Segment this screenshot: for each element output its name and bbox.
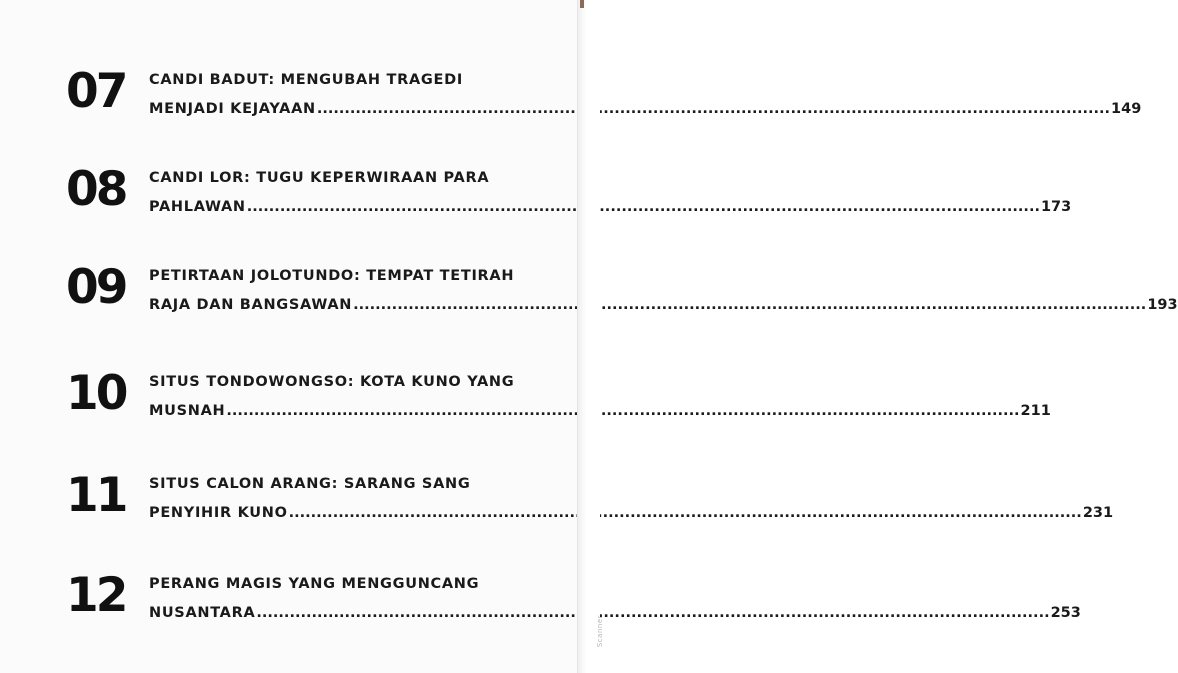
chapter-number: 08 <box>66 162 126 217</box>
dot-leader <box>317 95 1110 124</box>
scanner-watermark: Scanner <box>596 615 604 648</box>
title-line: PETIRTAAN JOLOTUNDO: TEMPAT TETIRAH <box>149 268 515 284</box>
title-line: NUSANTARA <box>149 605 256 621</box>
page-number: 173 <box>1040 199 1072 215</box>
page-number: 231 <box>1082 505 1114 521</box>
chapter-number: 12 <box>66 568 126 623</box>
title-line-with-leader <box>149 95 1142 124</box>
dot-leader <box>226 397 1019 426</box>
page-edge <box>577 0 600 673</box>
chapter-number: 10 <box>66 366 126 421</box>
title-line: CANDI LOR: TUGU KEPERWIRAAN PARA <box>149 170 490 186</box>
dot-leader <box>256 599 1049 628</box>
chapter-title <box>149 470 1114 528</box>
dot-leader <box>289 499 1082 528</box>
page-number: 211 <box>1020 403 1051 419</box>
title-line: SITUS CALON ARANG: SARANG SANG <box>149 476 471 492</box>
toc-entry <box>66 64 1142 136</box>
title-line: PENYIHIR KUNO <box>149 505 288 521</box>
page-number: 149 <box>1111 101 1142 117</box>
dot-leader <box>353 291 1146 320</box>
toc-entry <box>66 468 1114 540</box>
title-line: MUSNAH <box>149 403 226 419</box>
chapter-title <box>149 262 1178 320</box>
chapter-number: 07 <box>66 64 126 119</box>
chapter-title <box>149 164 1072 222</box>
corner-mark <box>580 0 584 8</box>
chapter-title <box>149 570 1081 628</box>
chapter-number: 09 <box>66 260 126 315</box>
toc-entry <box>66 162 1072 234</box>
chapter-title <box>149 368 1051 426</box>
toc-entry <box>66 260 1178 332</box>
title-line: MENJADI KEJAYAAN <box>149 101 316 117</box>
title-line: RAJA DAN BANGSAWAN <box>149 297 353 313</box>
title-line-with-leader <box>149 193 1072 222</box>
chapter-title <box>149 66 1142 124</box>
title-line: SITUS TONDOWONGSO: KOTA KUNO YANG <box>149 374 515 390</box>
title-line-with-leader <box>149 599 1081 628</box>
page-number: 253 <box>1050 605 1081 621</box>
title-line: PAHLAWAN <box>149 199 246 215</box>
dot-leader <box>247 193 1040 222</box>
toc-entry <box>66 366 1051 438</box>
title-line: CANDI BADUT: MENGUBAH TRAGEDI <box>149 72 463 88</box>
title-line-with-leader <box>149 291 1178 320</box>
chapter-number: 11 <box>66 468 126 523</box>
page-number: 193 <box>1147 297 1178 313</box>
title-line-with-leader <box>149 397 1051 426</box>
title-line-with-leader <box>149 499 1114 528</box>
title-line: PERANG MAGIS YANG MENGGUNCANG <box>149 576 480 592</box>
